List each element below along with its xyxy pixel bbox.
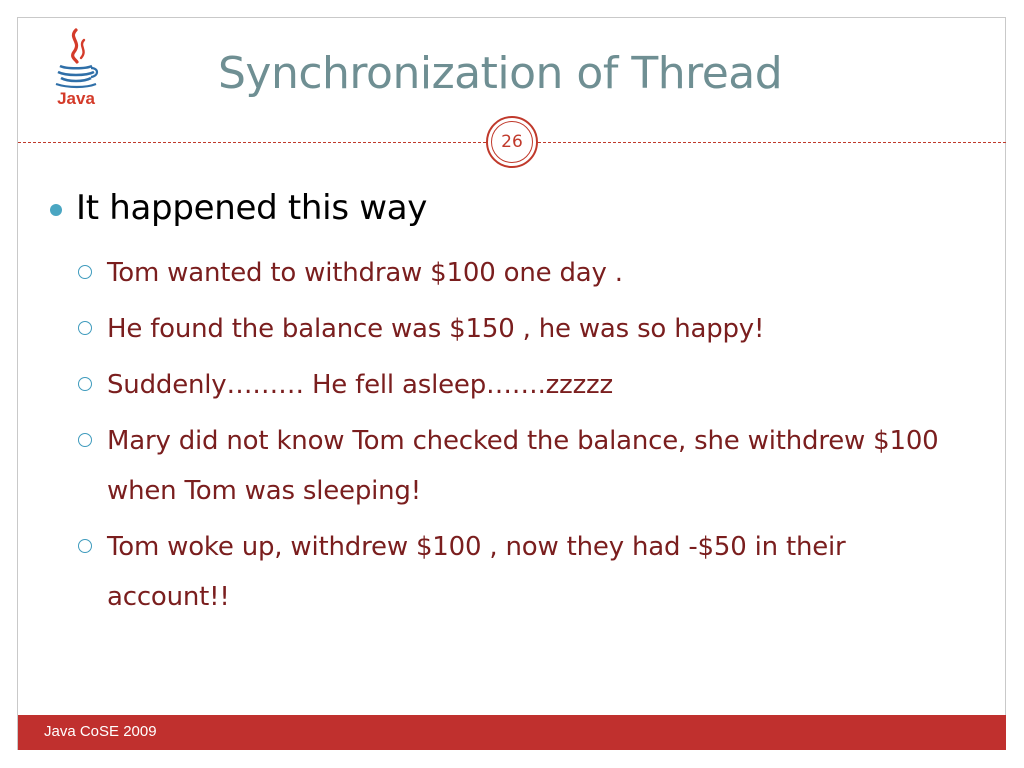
hollow-bullet-icon [78,377,92,391]
java-logo-text: Java [57,89,95,108]
sub-bullet-text: Mary did not know Tom checked the balance, she withdrew $100 when Tom was sleeping! [107,426,939,506]
slide-number: 26 [491,121,533,163]
slide-title: Synchronization of Thread [218,48,783,99]
main-bullet [46,186,946,230]
sub-bullet-item [46,360,946,410]
sub-bullet-item [46,248,946,298]
main-bullet-text: It happened this way [76,188,428,228]
sub-bullet-list [46,248,946,622]
java-logo-icon [46,26,106,110]
sub-bullet-item [46,304,946,354]
hollow-bullet-icon [78,433,92,447]
footer-bar [18,715,1006,750]
sub-bullet-text: He found the balance was $150 , he was so happy! [107,314,765,344]
sub-bullet-text: Tom wanted to withdraw $100 one day . [107,258,623,288]
footer-text: Java CoSE 2009 [44,723,157,740]
sub-bullet-item [46,416,946,516]
filled-bullet-icon [50,204,62,216]
slide-content [46,186,946,628]
sub-bullet-text: Suddenly……… He fell asleep…….zzzzz [107,370,613,400]
sub-bullet-text: Tom woke up, withdrew $100 , now they had -$50 in their account!! [107,532,846,612]
sub-bullet-item [46,522,946,622]
slide-number-badge [486,116,538,168]
hollow-bullet-icon [78,321,92,335]
hollow-bullet-icon [78,265,92,279]
hollow-bullet-icon [78,539,92,553]
